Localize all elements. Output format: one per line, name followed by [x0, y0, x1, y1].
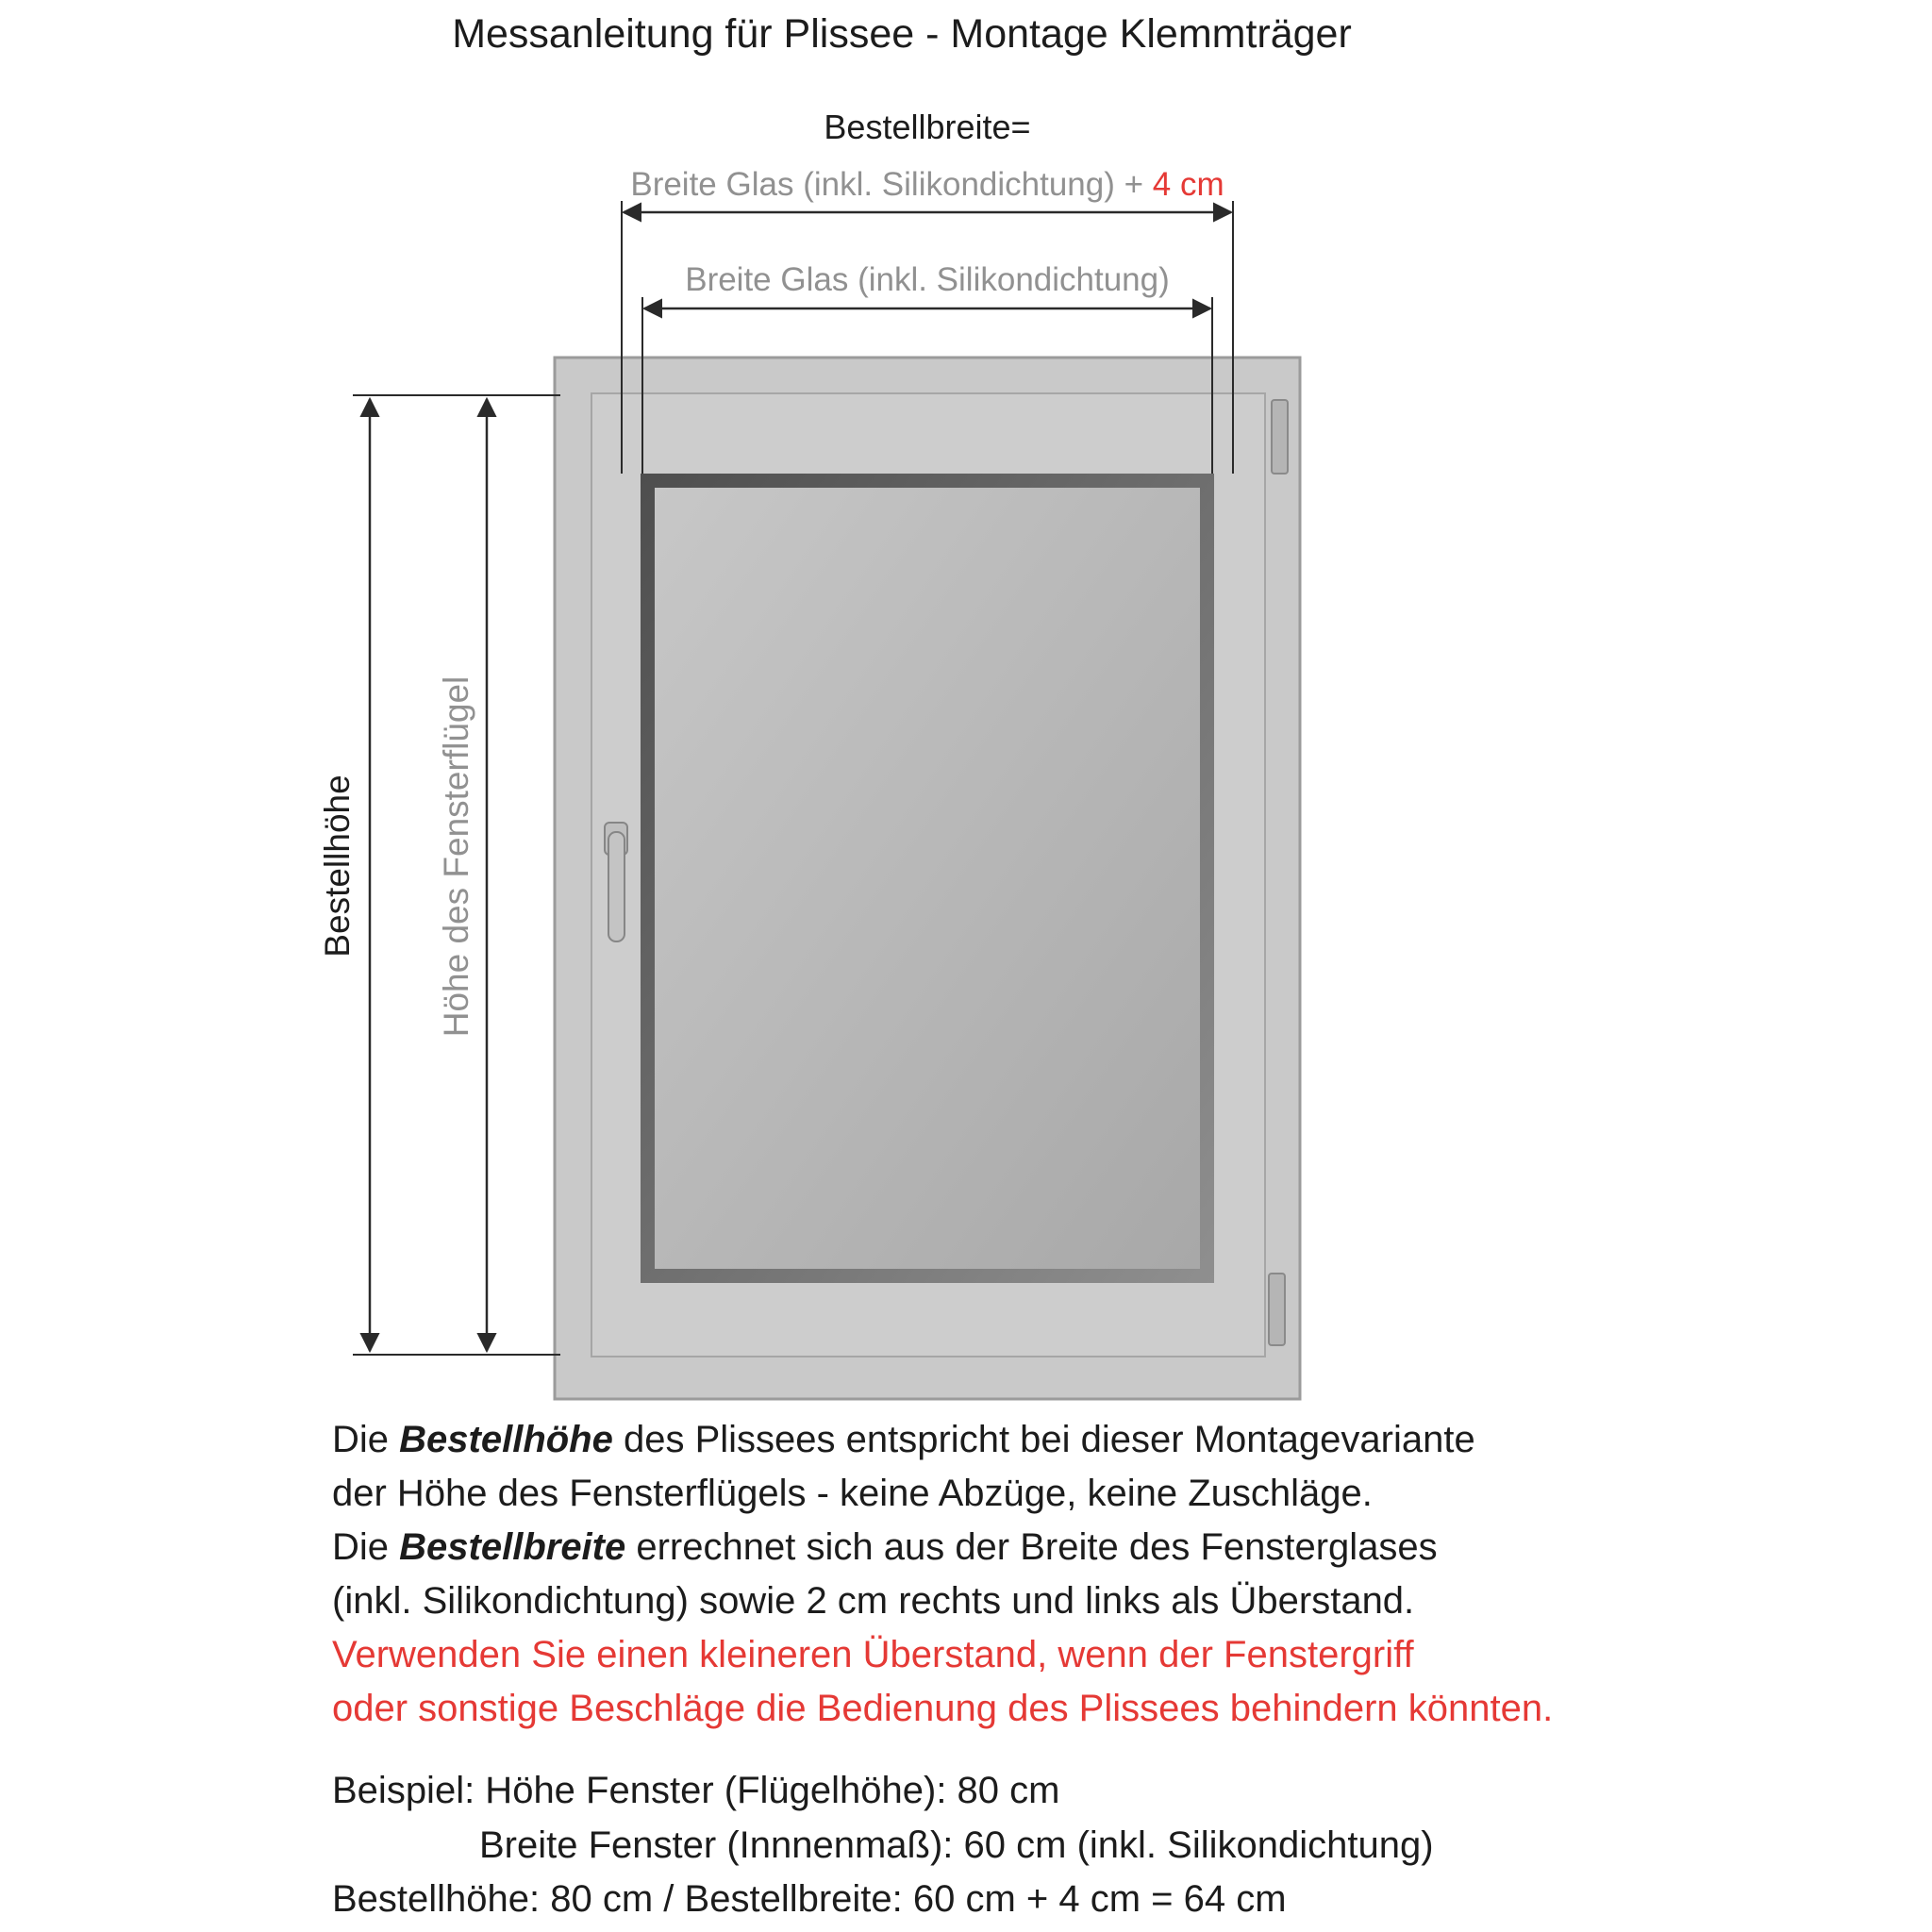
- glass-width-plus-text: Breite Glas (inkl. Silikondichtung) +: [630, 166, 1153, 203]
- text-run: Die: [332, 1526, 400, 1568]
- explanation-line-1: [332, 1413, 1553, 1467]
- hinge-bottom-icon: [1269, 1274, 1285, 1345]
- sash-height-label: Höhe des Fensterflügel: [437, 675, 475, 1038]
- warning-line-2: oder sonstige Beschläge die Bedienung des Plissees behindern könnten.: [332, 1688, 1554, 1729]
- glass-width-label: Breite Glas (inkl. Silikondichtung): [685, 261, 1170, 298]
- glass-width-plus-label: [503, 166, 1352, 204]
- order-height-label: Bestellhöhe: [318, 774, 357, 958]
- window-handle-icon: [608, 832, 625, 941]
- page-title: Messanleitung für Plissee - Montage Klemmträger: [452, 11, 1352, 57]
- window-illustration: [555, 358, 1300, 1399]
- explanation-line-4: (inkl. Silikondichtung) sowie 2 cm rechts und links als Überstand.: [332, 1580, 1415, 1622]
- example-line-1: Beispiel: Höhe Fenster (Flügelhöhe): 80 cm: [332, 1770, 1060, 1811]
- order-height-term: Bestellhöhe: [399, 1419, 613, 1460]
- explanation-line-2: der Höhe des Fensterflügels - keine Abzüge, keine Zuschläge.: [332, 1473, 1373, 1514]
- order-width-term: Bestellbreite: [399, 1526, 626, 1568]
- example-line-3: Bestellhöhe: 80 cm / Bestellbreite: 60 cm + 4 cm = 64 cm: [332, 1878, 1287, 1920]
- plus-4cm-value: 4 cm: [1152, 166, 1224, 203]
- example-line-2: Breite Fenster (Innnenmaß): 60 cm (inkl. Silikondichtung): [479, 1824, 1434, 1866]
- explanation-paragraph: [332, 1413, 1553, 1736]
- text-run: Die: [332, 1419, 400, 1460]
- text-run: des Plissees entspricht bei dieser Montagevariante: [612, 1419, 1475, 1460]
- window-glass: [655, 488, 1200, 1269]
- order-width-label: Bestellbreite=: [824, 108, 1031, 146]
- explanation-line-3: [332, 1521, 1553, 1574]
- text-run: errechnet sich aus der Breite des Fensterglases: [625, 1526, 1438, 1568]
- hinge-top-icon: [1272, 400, 1288, 474]
- warning-line-1: Verwenden Sie einen kleineren Überstand, wenn der Fenstergriff: [332, 1634, 1414, 1675]
